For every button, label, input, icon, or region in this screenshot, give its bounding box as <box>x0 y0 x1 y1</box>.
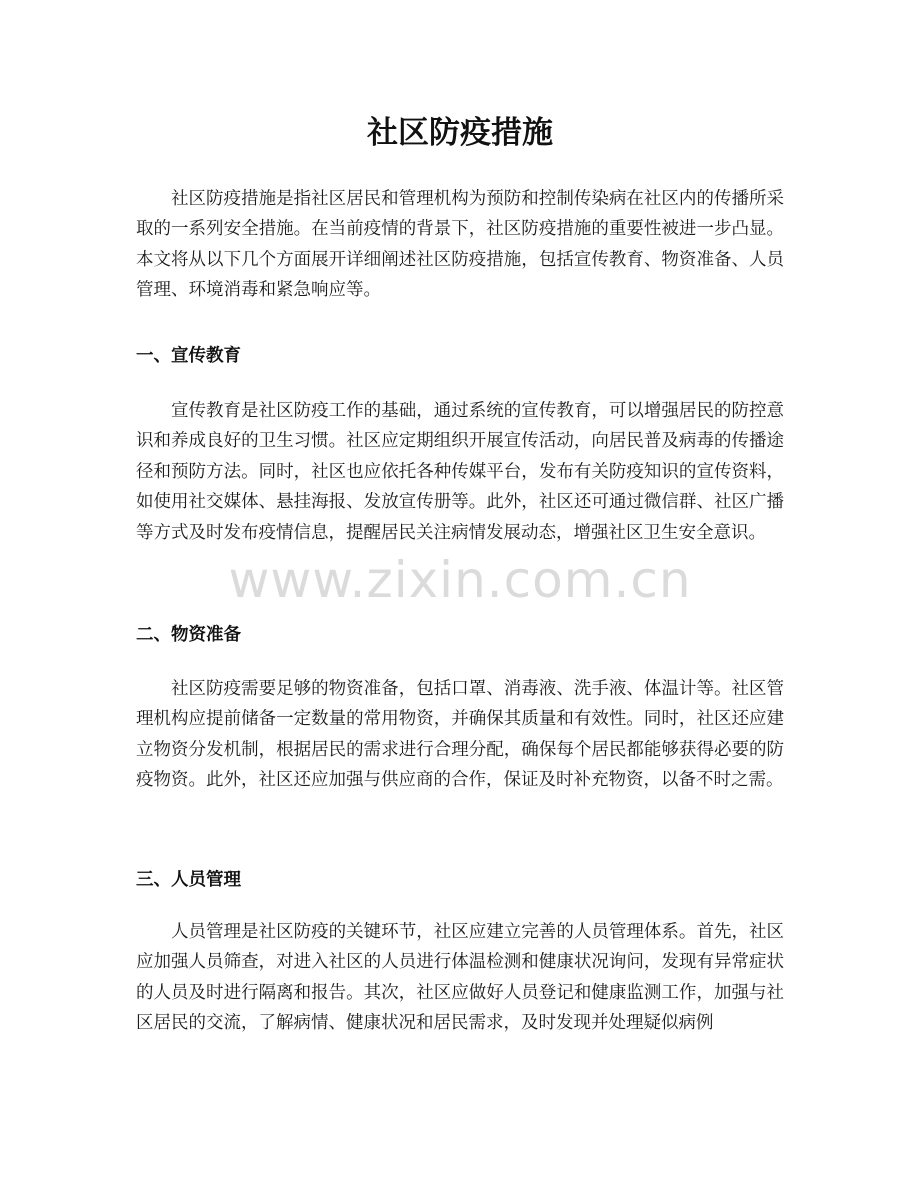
section-heading-publicity-education: 一、宣传教育 <box>136 346 241 366</box>
section-body-supplies: 社区防疫需要足够的物资准备，包括口罩、消毒液、洗手液、体温计等。社区管理机构应提前储备一定数量的常用物资，并确保其质量和有效性。同时，社区还应建立物资分发机制，根据居民的需求进行合理分配，确保每个居民都能够获得必要的防疫物资。此外，社区还应加强与供应商的合作，保证及时补充物资，以备不时之需。 <box>136 679 784 791</box>
section-heading-supplies: 二、物资准备 <box>136 625 241 645</box>
intro-paragraph: 社区防疫措施是指社区居民和管理机构为预防和控制传染病在社区内的传播所采取的一系列安全措施。在当前疫情的背景下，社区防疫措施的重要性被进一步凸显。本文将从以下几个方面展开详细阐述社区防疫措施，包括宣传教育、物资准备、人员管理、环境消毒和紧急响应等。 <box>136 189 784 301</box>
watermark: www.zixin.com.cn <box>228 551 692 609</box>
section-heading-personnel: 三、人员管理 <box>136 870 241 890</box>
section-body-personnel: 人员管理是社区防疫的关键环节，社区应建立完善的人员管理体系。首先，社区应加强人员筛查，对进入社区的人员进行体温检测和健康状况询问，发现有异常症状的人员及时进行隔离和报告。其次，社区应做好人员登记和健康监测工作，加强与社区居民的交流，了解病情、健康状况和居民需求，及时发现并处理疑似病例 <box>136 922 784 1034</box>
document-title: 社区防疫措施 <box>367 115 553 151</box>
section-body-publicity-education: 宣传教育是社区防疫工作的基础，通过系统的宣传教育，可以增强居民的防控意识和养成良好的卫生习惯。社区应定期组织开展宣传活动，向居民普及病毒的传播途径和预防方法。同时，社区也应依托各种传媒平台，发布有关防疫知识的宣传资料，如使用社交媒体、悬挂海报、发放宣传册等。此外，社区还可通过微信群、社区广播等方式及时发布疫情信息，提醒居民关注病情发展动态，增强社区卫生安全意识。 <box>136 401 784 543</box>
